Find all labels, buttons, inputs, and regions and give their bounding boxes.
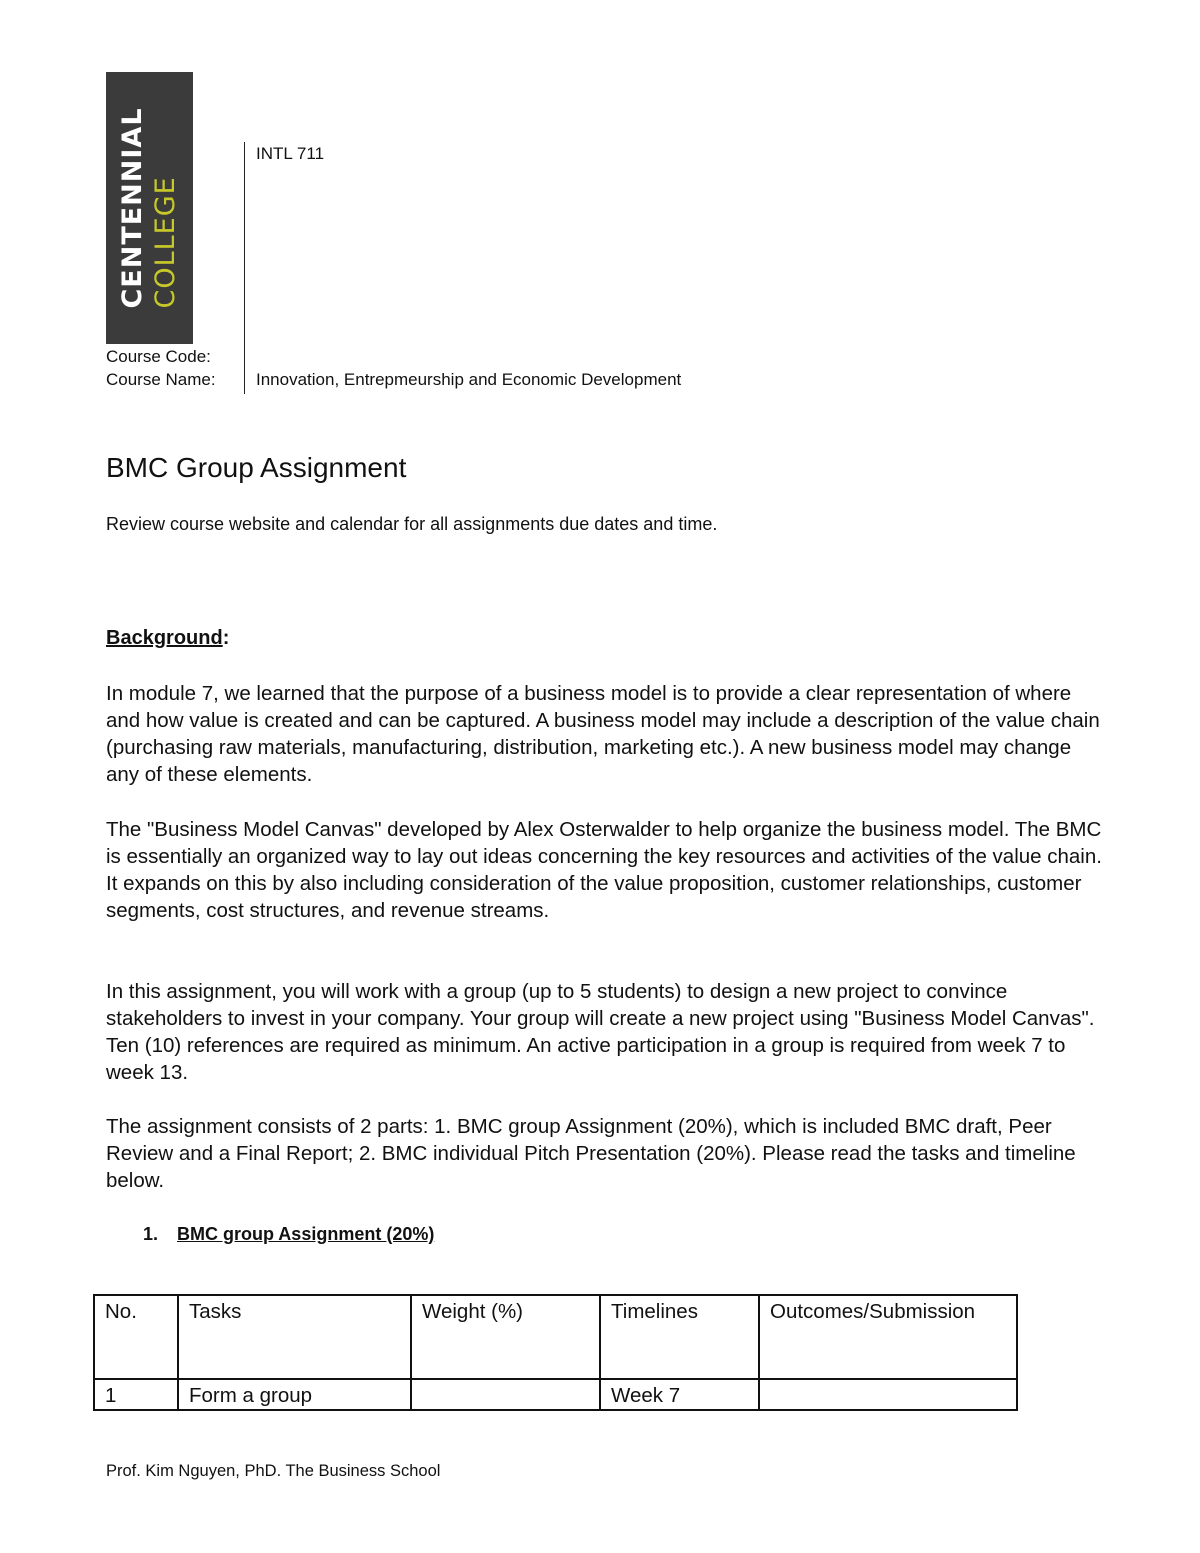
course-name-label: Course Name: xyxy=(106,370,216,389)
tasks-table xyxy=(93,1294,1018,1411)
background-heading-label: Background xyxy=(106,627,223,649)
table-row xyxy=(94,1379,1017,1410)
table-cell xyxy=(759,1379,1017,1410)
course-name-value: Innovation, Entrepmeurship and Economic Development xyxy=(256,370,682,389)
table-header-cell: Outcomes/Submission xyxy=(759,1295,1017,1379)
header-divider xyxy=(244,142,245,394)
college-logo xyxy=(106,72,193,344)
course-code-value: INTL 711 xyxy=(256,144,325,163)
background-heading-colon: : xyxy=(222,627,230,649)
college-logo-text xyxy=(119,107,179,308)
course-code-label: Course Code: xyxy=(106,347,211,366)
table-header-cell: Tasks xyxy=(178,1295,411,1379)
table-header-cell: Timelines xyxy=(600,1295,759,1379)
background-paragraph-4: The assignment consists of 2 parts: 1. BMC group Assignment (20%), which is included BMC draft, Peer Review and a Final Report; 2. BMC individual Pitch Presentation (20%). Please read the tasks and timeline below. xyxy=(106,1115,1076,1192)
logo-line-1: CENTENNIAL xyxy=(117,107,148,309)
table-cell: Form a group xyxy=(178,1379,411,1410)
document-title: BMC Group Assignment xyxy=(106,452,407,483)
table-cell: Week 7 xyxy=(600,1379,759,1410)
table-cell: 1 xyxy=(94,1379,178,1410)
assignment-part-number: 1. xyxy=(143,1224,159,1244)
document-subtitle: Review course website and calendar for all assignments due dates and time. xyxy=(106,514,718,534)
table-header-cell: No. xyxy=(94,1295,178,1379)
table-cell xyxy=(411,1379,600,1410)
background-heading xyxy=(106,627,229,650)
logo-line-2: COLLEGE xyxy=(150,176,181,309)
assignment-part-heading xyxy=(143,1224,434,1245)
background-paragraph-2: The "Business Model Canvas" developed by Alex Osterwalder to help organize the business model. The BMC is essentially an organized way to lay out ideas concerning the key resources and activities of the value chain. It expands on this by also including consideration of the value proposition, customer relationships, customer segments, cost structures, and revenue streams. xyxy=(106,818,1102,922)
assignment-part-label: BMC group Assignment (20%) xyxy=(177,1224,435,1244)
background-paragraph-3: In this assignment, you will work with a group (up to 5 students) to design a new project to convince stakeholders to invest in your company. Your group will create a new project using "Business Model Canvas". Ten (10) references are required as minimum. An active participation in a group is required from week 7 to week 13. xyxy=(106,980,1095,1084)
table-header-row xyxy=(94,1295,1017,1379)
background-paragraph-1: In module 7, we learned that the purpose of a business model is to provide a clear representation of where and how value is created and can be captured. A business model may include a description of the value chain (purchasing raw materials, manufacturing, distribution, marketing etc.). A new business model may change any of these elements. xyxy=(106,682,1100,786)
page-footer: Prof. Kim Nguyen, PhD. The Business School xyxy=(106,1462,441,1480)
table-header-cell: Weight (%) xyxy=(411,1295,600,1379)
